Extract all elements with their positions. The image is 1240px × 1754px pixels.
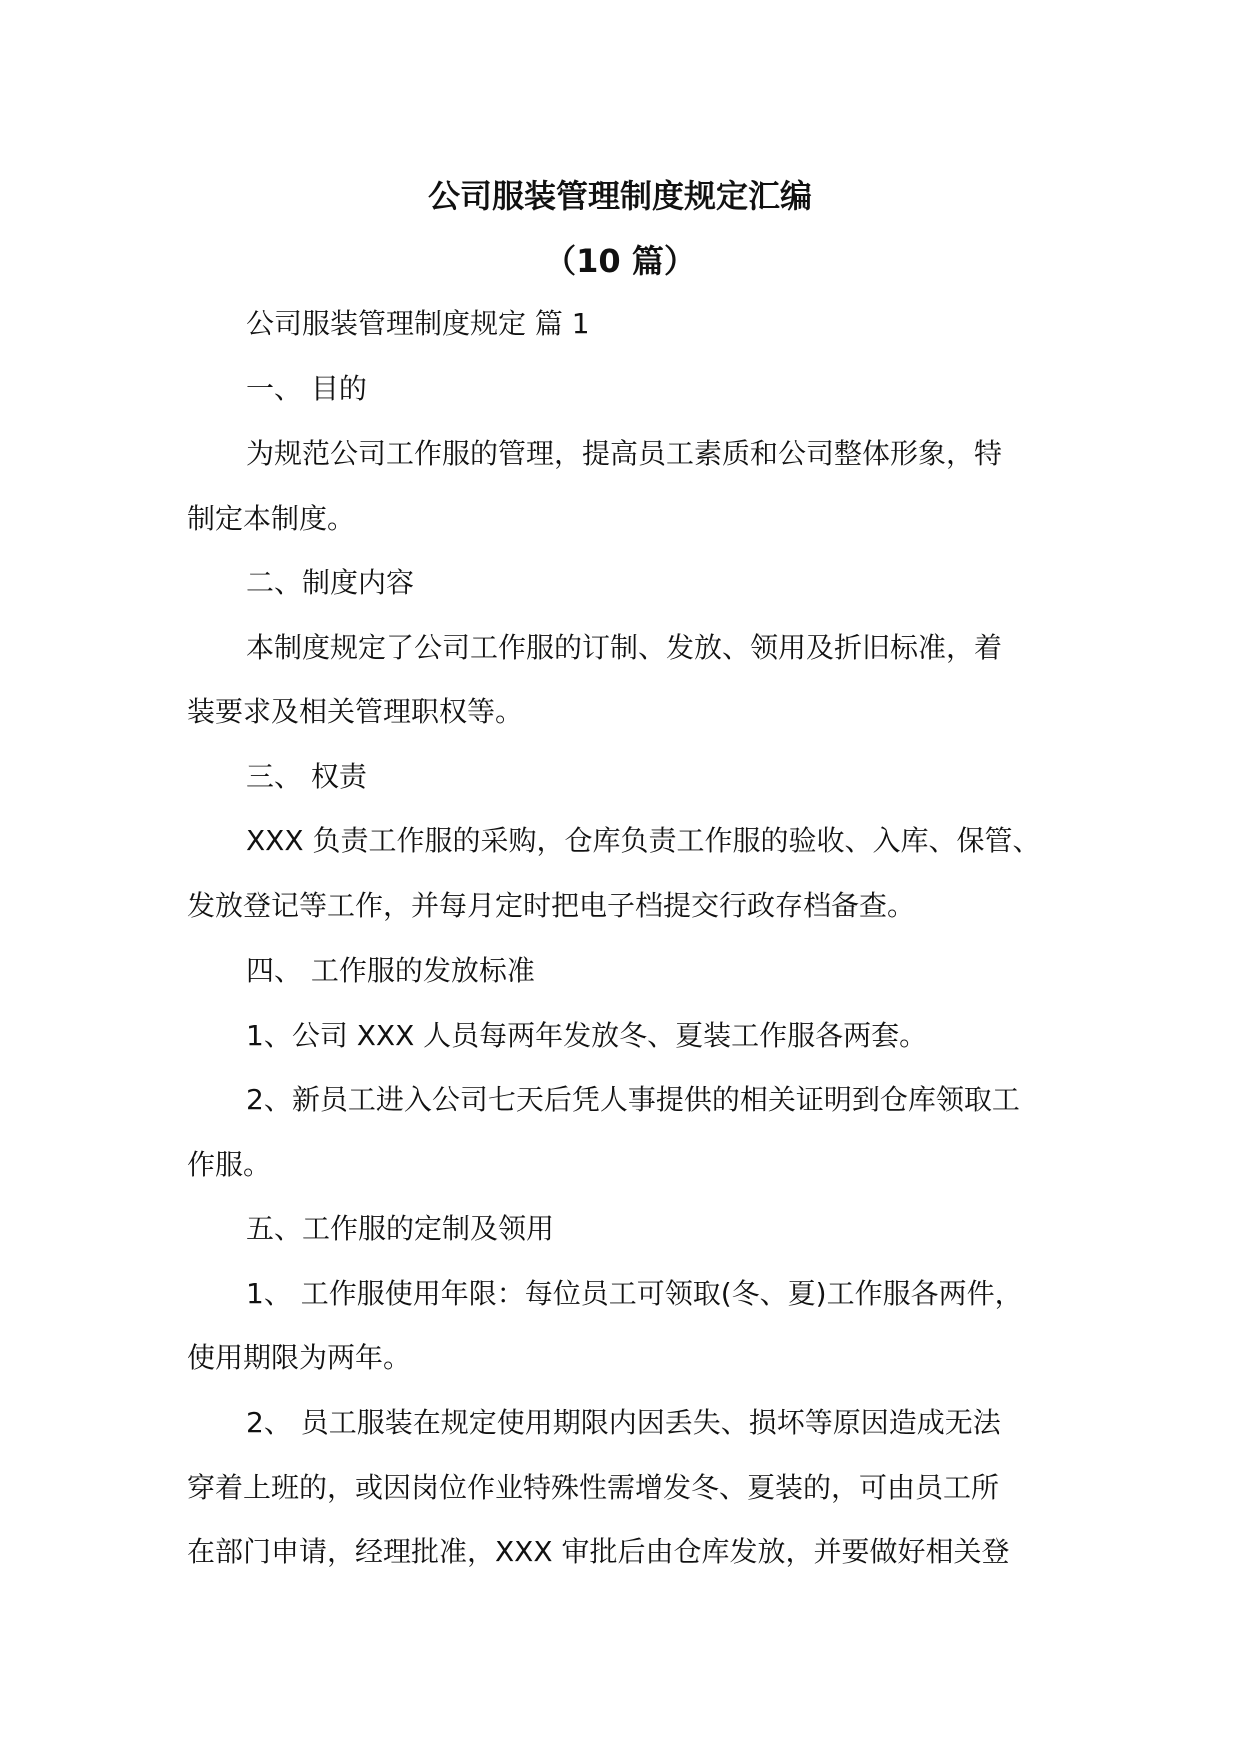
- document-subtitle: （10 篇）: [544, 242, 696, 280]
- section-heading-issuance: 四、 工作服的发放标准: [246, 954, 535, 987]
- paragraph-line: 本制度规定了公司工作服的订制、发放、领用及折旧标准，着: [246, 631, 1003, 664]
- section-heading-purpose: 一、 目的: [246, 372, 367, 405]
- paragraph-line: 2、新员工进入公司七天后凭人事提供的相关证明到仓库领取工: [246, 1083, 1020, 1116]
- paragraph-line: 1、公司 XXX 人员每两年发放冬、夏装工作服各两套。: [246, 1019, 928, 1052]
- section-heading-customization: 五、工作服的定制及领用: [246, 1212, 555, 1245]
- paragraph-line: 在部门申请，经理批准，XXX 审批后由仓库发放，并要做好相关登: [187, 1535, 1010, 1568]
- paragraph-line: 作服。: [187, 1148, 272, 1181]
- section-heading-responsibilities: 三、 权责: [246, 760, 367, 793]
- paragraph-line: 2、 员工服装在规定使用期限内因丢失、损坏等原因造成无法: [246, 1406, 1001, 1439]
- section-heading-article-1: 公司服装管理制度规定 篇 1: [246, 307, 590, 340]
- paragraph-line: 发放登记等工作，并每月定时把电子档提交行政存档备查。: [187, 889, 916, 922]
- paragraph-line: XXX 负责工作服的采购，仓库负责工作服的验收、入库、保管、: [246, 824, 1041, 857]
- document-title: 公司服装管理制度规定汇编: [427, 177, 812, 215]
- section-heading-content: 二、制度内容: [246, 566, 415, 599]
- paragraph-line: 为规范公司工作服的管理，提高员工素质和公司整体形象，特: [246, 437, 1003, 470]
- paragraph-line: 装要求及相关管理职权等。: [187, 695, 524, 728]
- paragraph-line: 1、 工作服使用年限：每位员工可领取(冬、夏)工作服各两件，: [246, 1277, 1023, 1310]
- paragraph-line: 穿着上班的，或因岗位作业特殊性需增发冬、夏装的，可由员工所: [187, 1471, 1000, 1504]
- paragraph-line: 使用期限为两年。: [187, 1341, 412, 1374]
- paragraph-line: 制定本制度。: [187, 502, 356, 535]
